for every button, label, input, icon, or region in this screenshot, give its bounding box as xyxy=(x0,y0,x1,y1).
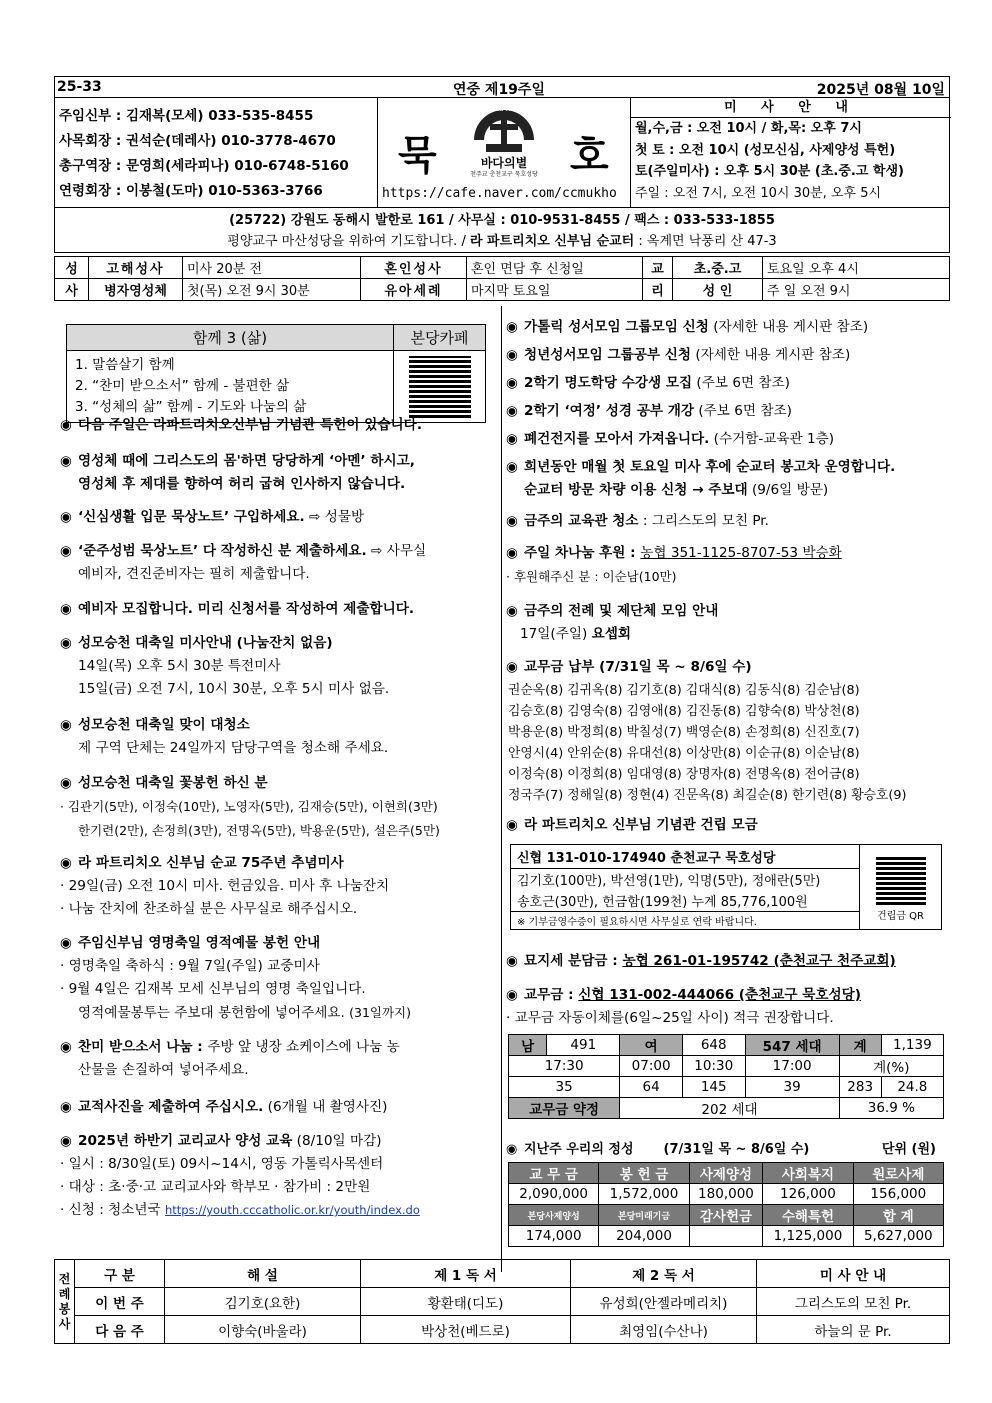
marriage-label: 혼인성사 xyxy=(361,257,467,279)
contact-funeral: 연령회장 : 이봉철(도마) 010-5363-3766 xyxy=(59,183,323,199)
notice-shuttle: ◉ 희년동안 매월 첫 토요일 미사 후에 순교터 봉고차 운영합니다. 순교터 방문 차량 이용 신청 → 주보대 (9/6일 방문) xyxy=(506,459,896,498)
bulletin-page xyxy=(54,76,950,1345)
sick-communion-time: 첫(목) 오전 9시 30분 xyxy=(183,279,361,301)
together-list: 1. 말씀살기 함께 2. “찬미 받으소서” 함께 - 불편한 삶 3. “성체의 삶” 함께 - 기도와 나눔의 삶 xyxy=(67,351,394,423)
address-block xyxy=(54,208,950,253)
notice-liturgy-groups: ◉ 금주의 전례 및 제단체 모임 안내 17일(주일) 요셉회 xyxy=(506,603,719,642)
cafe-url-link[interactable]: https://cafe.naver.com/ccmukho xyxy=(382,186,617,201)
notice-cleaning: ◉ 성모승천 대축일 맞이 대청소 제 구역 단체는 24일까지 담당구역을 청소해 주세요. xyxy=(60,717,389,756)
notice-laudato-si: ◉ 찬미 받으소서 나눔 : 주방 앞 냉장 쇼케이스에 나눔 농 산물을 손질하여 넣어주세요. xyxy=(60,1039,400,1078)
left-column xyxy=(54,306,502,1272)
mass-title: 미 사 안 내 xyxy=(631,98,951,118)
together-box xyxy=(66,324,486,423)
logo-banner: 바다의별 xyxy=(480,156,528,170)
qr-code-icon xyxy=(409,356,471,418)
logo-arc-text: Stella Maris xyxy=(486,106,522,113)
masthead-left-char: 묵 xyxy=(398,133,437,179)
fund-donors-2: 송호근(30만), 헌금함(199천) 누계 85,776,100원 xyxy=(511,890,860,912)
masthead xyxy=(377,98,631,208)
offering-table: 교 무 금 봉 헌 금 사제양성 사회복지 원로사제 2,090,000 1,572,000 180,000 126,000 156,000 본당사제양성 본당미래기금 감사헌금 수해특헌 합 계 174,000 204,000 1,125,000 5,627,000 xyxy=(508,1162,944,1247)
notice-feast-day: ◉ 주임신부님 영명축일 영적예물 봉헌 안내 · 영명축일 축하식 : 9월 7일(주일) 교중미사 · 9월 4일은 김재복 모세 신부님의 영명 축일입니다. 영적예물봉투는 주보대 봉헌함에 넣어주세요. (31일까지) xyxy=(60,935,411,1021)
adult-label: 성 인 xyxy=(673,279,763,301)
youth-link[interactable]: https://youth.cccatholic.or.kr/youth/index.do xyxy=(164,1203,420,1217)
notice-imitation-note: ◉ ‘준주성범 묵상노트’ 다 작성하신 분 제출하세요. ⇨ 사무실 예비자, 견진준비자는 필히 제출합니다. xyxy=(60,543,427,582)
attendance-table: 남 491 여 648 547 세대 계 1,139 17:30 07:00 10:30 17:00 계(%) 35 64 145 39 283 24.8 교무금 약정 202 세대 36.9 % xyxy=(508,1034,944,1119)
catechism-col-label: 교 xyxy=(643,257,673,279)
notice-assumption-mass: ◉ 성모승천 대축일 미사안내 (나눔잔치 없음) 14일(목) 오후 5시 30분 특전미사 15일(금) 오전 7시, 10시 30분, 오후 5시 미사 없음. xyxy=(60,635,390,697)
notice-cemetery: ◉ 묘지세 분담금 : 농협 261-01-195742 (춘천교구 천주교회) xyxy=(506,953,896,969)
infant-baptism-time: 마지막 토요일 xyxy=(467,279,643,301)
notice-memorial-mass: ◉ 라 파트리치오 신부님 순교 75주년 추념미사 · 29일(금) 오전 10시 미사. 헌금있음. 미사 후 나눔잔치 · 나눔 잔치에 찬조하실 분은 사무실로 해주십시오. xyxy=(60,855,390,917)
together-title: 함께 3 (삶) xyxy=(67,325,394,351)
fund-donors-1: 김기호(100만), 박선영(1만), 익명(5만), 정애란(5만) xyxy=(511,869,860,891)
logo-subtitle: 천주교 춘천교구 묵호성당 xyxy=(470,171,538,178)
liturgy-side-label: 전례봉사 xyxy=(55,1260,75,1344)
notice-bible-group: ◉ 가톨릭 성서모임 그룹모임 신청 (자세한 내용 게시판 참조) xyxy=(506,319,869,335)
mass-sunday: 주일 : 오전 7시, 오전 10시 30분, 오후 5시 xyxy=(635,185,882,201)
star-of-sea-logo-icon xyxy=(468,100,540,154)
confession-label: 고해성사 xyxy=(89,257,183,279)
notice-catechumen: ◉ 예비자 모집합니다. 미리 신청서를 작성하여 제출합니다. xyxy=(60,601,415,617)
liturgical-week: 연중 제19주일 xyxy=(453,82,545,98)
fund-box xyxy=(510,844,942,930)
header-bar xyxy=(54,76,950,98)
notice-photo: ◉ 교적사진을 제출하여 주십시오. (6개월 내 촬영사진) xyxy=(60,1099,388,1115)
bulletin-date: 2025년 08월 10일 xyxy=(816,82,945,98)
notice-batteries: ◉ 폐건전지를 모아서 가져옵니다. (수거함-교육관 1층) xyxy=(506,431,835,447)
notice-yeojeong: ◉ 2학기 ‘여정’ 성경 공부 개강 (주보 6면 참조) xyxy=(506,403,792,419)
address-line: (25722) 강원도 동해시 발한로 161 / 사무실 : 010-9531-8455 / 팩스 : 033-533-1855 xyxy=(229,213,775,228)
notice-meditation-note: ◉ ‘신심생활 입문 묵상노트’ 구입하세요. ⇨ 성물방 xyxy=(60,509,365,525)
notice-edu-cleaning: ◉ 금주의 교육관 청소 : 그리스도의 모친 Pr. xyxy=(506,513,769,529)
marriage-time: 혼인 면담 후 신청일 xyxy=(467,257,643,279)
notice-anniversary: ◉ 다음 주일은 라파트리치오신부님 기념관 특헌이 있습니다. xyxy=(60,417,422,433)
liturgy-next-week: 다 음 주 이향숙(바울라) 박상천(베드로) 최영임(수산나) 하늘의 문 Pr. xyxy=(55,1316,950,1344)
mass-schedule xyxy=(631,98,951,208)
confession-time: 미사 20분 전 xyxy=(183,257,361,279)
notice-myeongdo: ◉ 2학기 명도학당 수강생 모집 (주보 6면 참조) xyxy=(506,375,790,391)
cafe-label: 본당카페 xyxy=(394,325,486,351)
qr-code-icon xyxy=(876,855,926,905)
notice-communion: ◉ 영성체 때에 그리스도의 몸'하면 당당하게 ‘아멘’ 하시고, 영성체 후 제대를 향하여 허리 굽혀 인사하지 않습니다. xyxy=(60,453,415,492)
notice-memorial-fund: ◉ 라 파트리치오 신부님 기념관 건립 모금 xyxy=(506,817,758,833)
offering-title-row: ◉ 지난주 우리의 정성 (7/31일 목 ~ 8/6일 수) 단위 (원) xyxy=(506,1142,936,1157)
infant-baptism-label: 유아세례 xyxy=(361,279,467,301)
info-block xyxy=(54,98,950,208)
cafe-qr[interactable] xyxy=(394,351,486,423)
fund-note: ※ 기부금영수증이 필요하시면 사무실로 연락 바랍니다. xyxy=(511,912,860,930)
right-column xyxy=(502,306,950,1272)
mass-weekday: 월,수,금 : 오전 10시 / 화,목: 오후 7시 xyxy=(635,121,862,136)
sched-col-label: 사 xyxy=(55,279,89,301)
notice-dues-account: ◉ 교무금 : 신협 131-002-444066 (춘천교구 묵호성당) · 교무금 자동이체를(6일~25일 사이) 적극 권장합니다. xyxy=(506,987,862,1026)
issue-number: 25-33 xyxy=(57,79,102,95)
notice-catechist-training: ◉ 2025년 하반기 교리교사 양성 교육 (8/10일 마감) · 일시 : 8/30일(토) 09시~14시, 영동 가톨릭사목센터 · 대상 : 초·중·고 교리교사와 학부모 · 참가비 : 2만원 · 신청 : 청소년국 https://youth.cccatholic.or.kr/youth/index.do xyxy=(60,1133,420,1218)
prayer-line: 평양교구 마산성당을 위하여 기도합니다. / 라 파트리치오 신부님 순교터 : 옥계면 낙풍리 산 47-3 xyxy=(227,234,777,249)
masthead-right-char: 호 xyxy=(570,133,609,179)
youth-time: 토요일 오후 4시 xyxy=(763,257,950,279)
liturgy-table: 전례봉사 구 분 해 설 제 1 독 서 제 2 독 서 미 사 안 내 이 번 주 김기호(요한) 황환태(디도) 유성희(안젤라메리치) 그리스도의 모친 Pr. 다 음 주 이향숙(바울라) 박상천(베드로) 최영임(수산나) 하늘의 문 Pr. xyxy=(54,1259,950,1344)
fund-account: 신협 131-010-174940 춘천교구 묵호성당 xyxy=(511,845,860,869)
fund-qr[interactable]: 건립금 QR xyxy=(860,845,942,930)
dues-names: 권순옥(8) 김귀옥(8) 김기호(8) 김대식(8) 김동식(8) 김순남(8) 김승호(8) 김영숙(8) 김영애(8) 김진동(8) 김향숙(8) 박상천(8) 박용운(8) 박정희(8) 박칠성(7) 백영순(8) 손정희(8) 신진호(7) 안영시(4) 안위순(8) 유대선(8) 이상만(8) 이순규(8) 이순남(8) 이정숙(8) 이정희(8) 임대영(8) 장명자(8) 전명옥(8) 전어금(8) 정국주(7) 정해일(8) 정현(4) 진문옥(8) 최길순(8) 한기련(8) 황승호(9) xyxy=(508,683,907,803)
youth-label: 초.중.고 xyxy=(673,257,763,279)
mass-saturday: 토(주일미사) : 오후 5시 30분 (초.중.고 학생) xyxy=(635,164,904,180)
sacrament-schedule xyxy=(54,256,950,301)
catechism-col-label: 리 xyxy=(643,279,673,301)
contact-council: 사목회장 : 권석순(데레사) 010-3778-4670 xyxy=(59,133,336,149)
notice-tea-sponsor: ◉ 주일 차나눔 후원 : 농협 351-1125-8707-53 박승화 · 후원해주신 분 : 이순남(10만) xyxy=(506,545,842,584)
adult-time: 주 일 오전 9시 xyxy=(763,279,950,301)
contacts xyxy=(59,104,349,204)
sched-col-label: 성 xyxy=(55,257,89,279)
contact-pastor: 주임신부 : 김재복(모세) 033-535-8455 xyxy=(59,108,314,124)
liturgy-this-week: 이 번 주 김기호(요한) 황환태(디도) 유성희(안젤라메리치) 그리스도의 모친 Pr. xyxy=(55,1288,950,1316)
notice-dues: ◉ 교무금 납부 (7/31일 목 ~ 8/6일 수) xyxy=(506,659,752,675)
notice-flowers: ◉ 성모승천 대축일 꽃봉헌 하신 분 · 김관기(5만), 이정숙(10만), 노영자(5만), 김재승(5만), 이현희(3만) 한기련(2만), 손정희(3만), 전명옥(5만), 박용운(5만), 설은주(5만) xyxy=(60,775,440,838)
mass-first-sat: 첫 토 : 오전 10시 (성모신심, 사제양성 특헌) xyxy=(635,142,896,158)
sick-communion-label: 병자영성체 xyxy=(89,279,183,301)
notice-youth-bible: ◉ 청년성서모임 그룹공부 신청 (자세한 내용 게시판 참조) xyxy=(506,347,851,363)
contact-district: 총구역장 : 문영희(세라피나) 010-6748-5160 xyxy=(59,158,349,174)
